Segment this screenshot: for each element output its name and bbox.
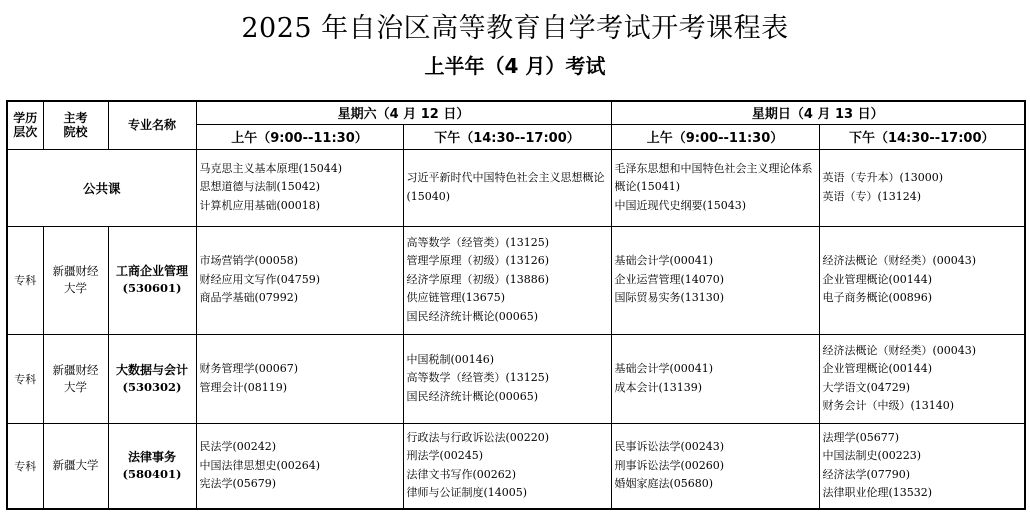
row-major: 大数据与会计 (530302) [108, 334, 196, 423]
row-level: 专科 [7, 334, 43, 423]
header-day-sunday: 星期日（4 月 13 日） [611, 101, 1025, 124]
row-sun-am: 民事诉讼法学(00243) 刑事诉讼法学(00260) 婚姻家庭法(05680) [611, 423, 819, 509]
page-title: 2025 年自治区高等教育自学考试开考课程表 [241, 13, 789, 44]
table-row [7, 226, 1025, 334]
table-row-public [7, 149, 1025, 226]
row-major: 工商企业管理 (530601) [108, 226, 196, 334]
header-major: 专业名称 [108, 101, 196, 149]
row-sat-pm: 高等数学（经管类）(13125) 管理学原理（初级）(13126) 经济学原理（初级）(13886) 供应链管理(13675) 国民经济统计概论(00065) [403, 226, 611, 334]
table-row [7, 334, 1025, 423]
row-sat-am: 市场营销学(00058) 财经应用文写作(04759) 商品学基础(07992) [196, 226, 403, 334]
row-school: 新疆财经 大学 [43, 334, 108, 423]
header-sat-pm: 下午（14:30--17:00） [403, 124, 611, 149]
page-subtitle: 上半年（4 月）考试 [424, 54, 606, 78]
header-sun-am: 上午（9:00--11:30） [611, 124, 819, 149]
row-sun-pm: 法理学(05677) 中国法制史(00223) 经济法学(07790) 法律职业伦理(13532) [819, 423, 1025, 509]
public-course-label: 公共课 [7, 149, 196, 226]
row-sun-am: 基础会计学(00041) 企业运营管理(14070) 国际贸易实务(13130) [611, 226, 819, 334]
header-sat-am: 上午（9:00--11:30） [196, 124, 403, 149]
row-sat-am: 财务管理学(00067) 管理会计(08119) [196, 334, 403, 423]
table-row [7, 423, 1025, 509]
row-school: 新疆大学 [43, 423, 108, 509]
public-sat-pm: 习近平新时代中国特色社会主义思想概论(15040) [403, 149, 611, 226]
public-sun-pm: 英语（专升本）(13000) 英语（专）(13124) [819, 149, 1025, 226]
schedule-table [6, 100, 1026, 510]
row-level: 专科 [7, 423, 43, 509]
row-sun-pm: 经济法概论（财经类）(00043) 企业管理概论(00144) 大学语文(04729) 财务会计（中级）(13140) [819, 334, 1025, 423]
row-sun-pm: 经济法概论（财经类）(00043) 企业管理概论(00144) 电子商务概论(00896) [819, 226, 1025, 334]
row-sat-am: 民法学(00242) 中国法律思想史(00264) 宪法学(05679) [196, 423, 403, 509]
row-sat-pm: 中国税制(00146) 高等数学（经管类）(13125) 国民经济统计概论(00065) [403, 334, 611, 423]
public-sat-am: 马克思主义基本原理(15044) 思想道德与法制(15042) 计算机应用基础(00018) [196, 149, 403, 226]
row-level: 专科 [7, 226, 43, 334]
header-day-saturday: 星期六（4 月 12 日） [196, 101, 611, 124]
row-sun-am: 基础会计学(00041) 成本会计(13139) [611, 334, 819, 423]
header-level: 学历 层次 [7, 101, 43, 149]
public-sun-am: 毛泽东思想和中国特色社会主义理论体系概论(15041) 中国近现代史纲要(15043) [611, 149, 819, 226]
header-sun-pm: 下午（14:30--17:00） [819, 124, 1025, 149]
header-school: 主考 院校 [43, 101, 108, 149]
row-school: 新疆财经 大学 [43, 226, 108, 334]
row-major: 法律事务 (580401) [108, 423, 196, 509]
row-sat-pm: 行政法与行政诉讼法(00220) 刑法学(00245) 法律文书写作(00262) 律师与公证制度(14005) [403, 423, 611, 509]
